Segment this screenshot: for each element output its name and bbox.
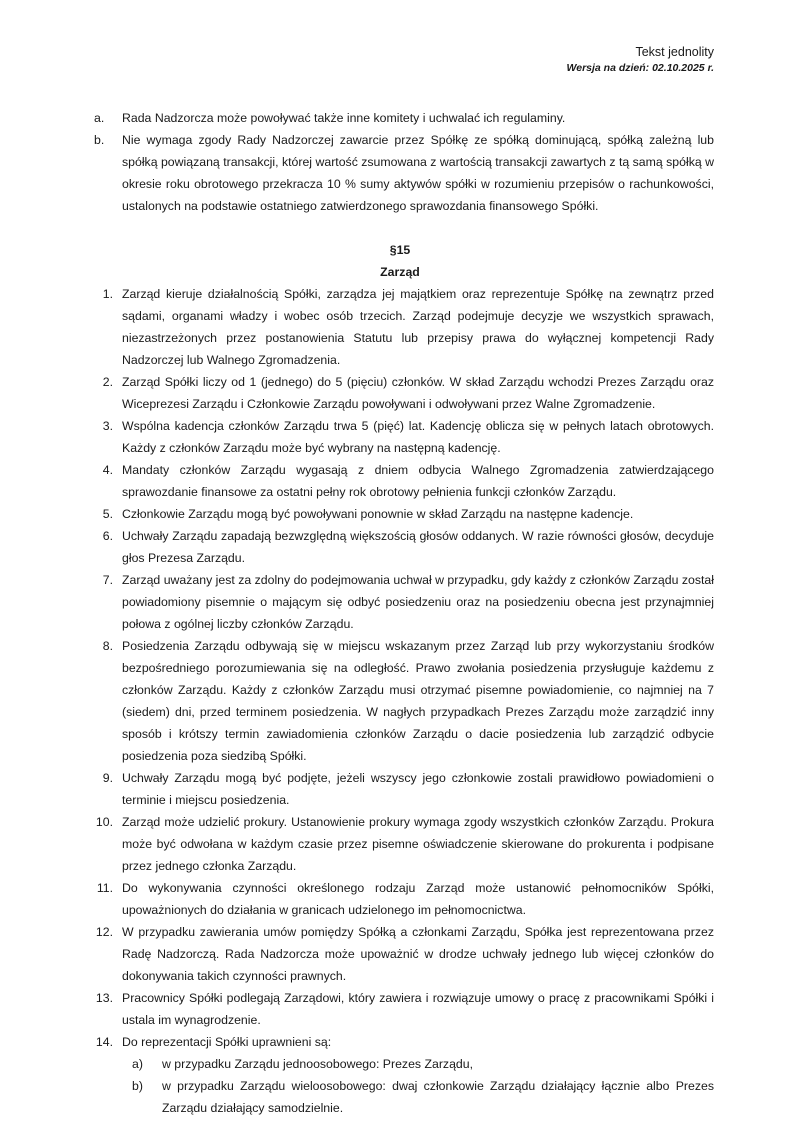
list-item-text: Uchwały Zarządu zapadają bezwzględną większością głosów oddanych. W razie równości głosów, decyduje głos Prezesa Zarządu. — [122, 529, 714, 565]
list-item-text: Mandaty członków Zarządu wygasają z dniem odbycia Walnego Zgromadzenia zatwierdzającego sprawozdanie finansowe za ostatni pełny rok obrotowy pełnienia funkcji członków Zarządu. — [122, 463, 714, 499]
document-body — [86, 107, 714, 1119]
list-marker: 6. — [102, 529, 113, 543]
list-item — [122, 1053, 714, 1075]
list-item-text: w przypadku Zarządu wieloosobowego: dwaj członkowie Zarządu działający łącznie albo Prezes Zarządu działający samodzielnie. — [162, 1079, 714, 1115]
list-marker: 13. — [95, 991, 113, 1005]
list-marker: 8. — [102, 639, 113, 653]
sub-list-representation — [122, 1053, 714, 1119]
list-item-text: Posiedzenia Zarządu odbywają się w miejscu wskazanym przez Zarząd lub przy wykorzystaniu środków bezpośredniego porozumiewania się na odległość. Prawo zwołania posiedzenia przysługuje każdemu z członków Zarządu. Każdy z członków Zarządu musi otrzymać pisemne powiadomienie, co najmniej na 7 (siedem) dni, przed terminem posiedzenia. W nagłych przypadkach Prezes Zarządu może zarządzić inny sposób i krótszy termin zawiadomienia członków Zarządu o dacie posiedzenia lub zarządzić odbycie posiedzenia poza siedzibą Spółki. — [122, 639, 714, 763]
table-row — [86, 811, 714, 877]
list-item-text: Zarząd kieruje działalnością Spółki, zarządza jej majątkiem oraz reprezentuje Spółkę na zewnątrz przed sądami, organami władzy i wobec osób trzecich. Zarząd podejmuje decyzje we wszystkich sprawach, niezastrzeżonych przez postanowienia Statutu lub przepisy prawa do wyłącznej kompetencji Rady Nadzorczej lub Walnego Zgromadzenia. — [122, 287, 714, 367]
list-marker: 2. — [102, 375, 113, 389]
list-marker: 10. — [95, 815, 113, 829]
header-title: Tekst jednolity — [635, 45, 714, 59]
table-row — [86, 569, 714, 635]
list-marker: a) — [132, 1057, 143, 1071]
header-version-date: Wersja na dzień: 02.10.2025 r. — [566, 62, 714, 74]
section-number: §15 — [389, 243, 411, 257]
section-title: Zarząd — [380, 265, 420, 279]
list-marker: 7. — [102, 573, 113, 587]
list-marker: 9. — [102, 771, 113, 785]
list-item-text: Zarząd może udzielić prokury. Ustanowienie prokury wymaga zgody wszystkich członków Zarządu. Prokura może być odwołana w każdym czasie przez pisemne oświadczenie skierowane do prokurenta i podpisane przez jednego członka Zarządu. — [122, 815, 714, 873]
list-item-text: Do reprezentacji Spółki uprawnieni są: — [122, 1035, 332, 1049]
list-marker: b) — [132, 1079, 143, 1093]
list-item-text: Zarząd uważany jest za zdolny do podejmowania uchwał w przypadku, gdy każdy z członków Zarządu został powiadomiony pisemnie o mającym się odbyć posiedzeniu oraz na posiedzeniu obecna jest przynajmniej połowa z ogólnej liczby członków Zarządu. — [122, 573, 714, 631]
table-row — [86, 503, 714, 525]
list-item-text: Członkowie Zarządu mogą być powoływani ponownie w skład Zarządu na następne kadencje. — [122, 507, 634, 521]
list-marker: 3. — [102, 419, 113, 433]
list-marker: 1. — [102, 287, 113, 301]
list-item-text: Rada Nadzorcza może powoływać także inne komitety i uchwalać ich regulaminy. — [122, 111, 566, 125]
table-row — [86, 459, 714, 503]
table-row — [86, 415, 714, 459]
table-row — [86, 987, 714, 1031]
table-row — [86, 283, 714, 371]
table-row — [86, 371, 714, 415]
table-row — [86, 921, 714, 987]
table-row — [86, 877, 714, 921]
list-marker: 11. — [96, 881, 113, 895]
list-item-text: Zarząd Spółki liczy od 1 (jednego) do 5 (pięciu) członków. W skład Zarządu wchodzi Prezes Zarządu oraz Wiceprezesi Zarządu i Członkowie Zarządu powoływani i odwoływani przez Walne Zgromadzenie. — [122, 375, 714, 411]
numbered-list-main — [86, 283, 714, 1119]
list-item-text: W przypadku zawierania umów pomiędzy Spółką a członkami Zarządu, Spółka jest reprezentowana przez Radę Nadzorczą. Rada Nadzorcza może upoważnić w drodze uchwały jednego lub więcej członków do dokonywania takich czynności prawnych. — [122, 925, 714, 983]
list-marker: a. — [94, 111, 105, 125]
list-marker: 12. — [95, 925, 113, 939]
list-item — [122, 1075, 714, 1119]
list-item — [86, 107, 714, 129]
list-item-text: Uchwały Zarządu mogą być podjęte, jeżeli wszyscy jego członkowie zostali prawidłowo powiadomieni o terminie i miejscu posiedzenia. — [122, 771, 714, 807]
list-marker: 5. — [102, 507, 113, 521]
table-row — [86, 767, 714, 811]
list-marker: 14. — [95, 1035, 113, 1049]
list-item — [86, 129, 714, 217]
table-row — [86, 1031, 714, 1119]
document-header — [86, 44, 714, 76]
list-item-text: Pracownicy Spółki podlegają Zarządowi, który zawiera i rozwiązuje umowy o pracę z pracownikami Spółki i ustala im wynagrodzenie. — [122, 991, 714, 1027]
list-item-text: Wspólna kadencja członków Zarządu trwa 5 (pięć) lat. Kadencję oblicza się w pełnych latach obrotowych. Każdy z członków Zarządu może być wybrany na następną kadencję. — [122, 419, 714, 455]
lettered-list-top — [86, 107, 714, 217]
list-marker: b. — [94, 133, 105, 147]
list-marker: 4. — [102, 463, 113, 477]
list-item-text: Do wykonywania czynności określonego rodzaju Zarząd może ustanowić pełnomocników Spółki, upoważnionych do działania w granicach udzielonego im pełnomocnictwa. — [122, 881, 714, 917]
list-item-text: w przypadku Zarządu jednoosobowego: Prezes Zarządu, — [162, 1057, 474, 1071]
table-row — [86, 635, 714, 767]
list-item-text: Nie wymaga zgody Rady Nadzorczej zawarcie przez Spółkę ze spółką dominującą, spółką zależną lub spółką powiązaną transakcji, której wartość zsumowana z wartością transakcji zawartych z tą samą spółką w okresie roku obrotowego przekracza 10 % sumy aktywów spółki w rozumieniu przepisów o rachunkowości, ustalonych na podstawie ostatniego zatwierdzonego sprawozdania finansowego Spółki. — [122, 133, 714, 213]
table-row — [86, 525, 714, 569]
